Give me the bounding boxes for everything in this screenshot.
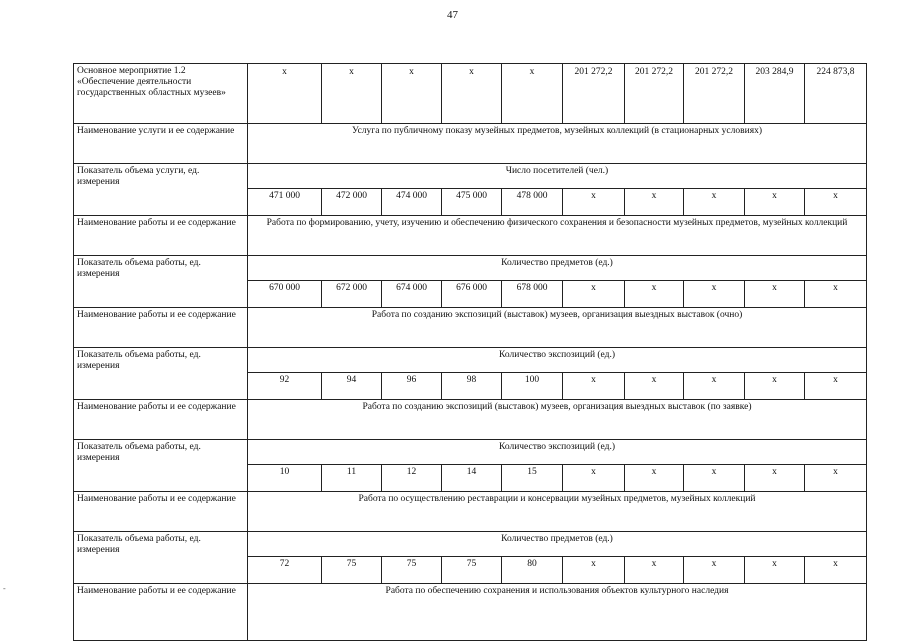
value-cell: х <box>684 281 745 308</box>
value-cell: 472 000 <box>322 189 382 216</box>
value-cell: 11 <box>322 465 382 492</box>
row-label: Показатель объема работы, ед. измерения <box>74 440 248 492</box>
row-label: Наименование услуги и ее содержание <box>74 124 248 164</box>
value-cell: х <box>805 557 867 584</box>
value-cell: х <box>563 465 625 492</box>
row-label: Показатель объема услуги, ед. измерения <box>74 164 248 216</box>
table-row <box>74 400 867 440</box>
value-cell: 92 <box>248 373 322 400</box>
value-cell: 94 <box>322 373 382 400</box>
work-description: Работа по формированию, учету, изучению и обеспечению физического сохранения и безопасности музейных предметов, музейных коллекций <box>248 216 867 256</box>
indicator-unit: Количество предметов (ед.) <box>248 256 867 281</box>
table-row <box>74 308 867 348</box>
value-cell: х <box>805 373 867 400</box>
value-cell: 10 <box>248 465 322 492</box>
value-cell: 203 284,9 <box>745 64 805 124</box>
value-cell: 224 873,8 <box>805 64 867 124</box>
value-cell: 98 <box>442 373 502 400</box>
value-cell: х <box>382 64 442 124</box>
indicator-unit: Количество экспозиций (ед.) <box>248 348 867 373</box>
row-label: Наименование работы и ее содержание <box>74 400 248 440</box>
value-cell: х <box>563 189 625 216</box>
value-cell: 14 <box>442 465 502 492</box>
work-description: Работа по обеспечению сохранения и использования объектов культурного наследия <box>248 584 867 641</box>
value-cell: х <box>563 281 625 308</box>
value-cell: 201 272,2 <box>625 64 684 124</box>
margin-mark: - <box>3 584 6 593</box>
value-cell: 96 <box>382 373 442 400</box>
indicator-unit: Количество предметов (ед.) <box>248 532 867 557</box>
value-cell: 674 000 <box>382 281 442 308</box>
value-cell: х <box>805 465 867 492</box>
indicator-unit: Число посетителей (чел.) <box>248 164 867 189</box>
value-cell: х <box>563 557 625 584</box>
value-cell: х <box>684 557 745 584</box>
value-cell: х <box>625 189 684 216</box>
value-cell: х <box>805 189 867 216</box>
value-cell: х <box>625 557 684 584</box>
table-row <box>74 584 867 641</box>
table-row <box>74 164 867 189</box>
value-cell: 75 <box>322 557 382 584</box>
value-cell: 72 <box>248 557 322 584</box>
value-cell: 471 000 <box>248 189 322 216</box>
value-cell: 678 000 <box>502 281 563 308</box>
value-cell: х <box>625 373 684 400</box>
value-cell: 100 <box>502 373 563 400</box>
row-label: Наименование работы и ее содержание <box>74 216 248 256</box>
work-description: Работа по созданию экспозиций (выставок) музеев, организация выездных выставок (по заявке) <box>248 400 867 440</box>
value-cell: 670 000 <box>248 281 322 308</box>
table-row <box>74 256 867 281</box>
value-cell: х <box>442 64 502 124</box>
table-row <box>74 124 867 164</box>
value-cell: 474 000 <box>382 189 442 216</box>
row-label: Показатель объема работы, ед. измерения <box>74 532 248 584</box>
work-description: Услуга по публичному показу музейных предметов, музейных коллекций (в стационарных условиях) <box>248 124 867 164</box>
table-row <box>74 440 867 465</box>
value-cell: х <box>563 373 625 400</box>
value-cell: 201 272,2 <box>684 64 745 124</box>
value-cell: 12 <box>382 465 442 492</box>
indicator-unit: Количество экспозиций (ед.) <box>248 440 867 465</box>
work-description: Работа по созданию экспозиций (выставок) музеев, организация выездных выставок (очно) <box>248 308 867 348</box>
value-cell: х <box>248 64 322 124</box>
row-label: Показатель объема работы, ед. измерения <box>74 256 248 308</box>
value-cell: х <box>502 64 563 124</box>
row-label: Показатель объема работы, ед. измерения <box>74 348 248 400</box>
value-cell: х <box>684 189 745 216</box>
value-cell: х <box>745 373 805 400</box>
value-cell: х <box>322 64 382 124</box>
row-label: Наименование работы и ее содержание <box>74 308 248 348</box>
table-row <box>74 532 867 557</box>
value-cell: х <box>745 465 805 492</box>
program-table <box>73 63 867 641</box>
table-row <box>74 492 867 532</box>
value-cell: х <box>684 465 745 492</box>
value-cell: х <box>745 557 805 584</box>
value-cell: х <box>805 281 867 308</box>
value-cell: 478 000 <box>502 189 563 216</box>
table-row <box>74 64 867 124</box>
value-cell: х <box>745 281 805 308</box>
value-cell: 75 <box>442 557 502 584</box>
value-cell: 201 272,2 <box>563 64 625 124</box>
value-cell: х <box>625 281 684 308</box>
row-label: Основное мероприятие 1.2 «Обеспечение деятельности государственных областных музеев» <box>74 64 248 124</box>
value-cell: 676 000 <box>442 281 502 308</box>
work-description: Работа по осуществлению реставрации и консервации музейных предметов, музейных коллекций <box>248 492 867 532</box>
table-row <box>74 216 867 256</box>
value-cell: 80 <box>502 557 563 584</box>
value-cell: 75 <box>382 557 442 584</box>
row-label: Наименование работы и ее содержание <box>74 584 248 641</box>
value-cell: 672 000 <box>322 281 382 308</box>
page-number: 47 <box>447 9 458 21</box>
value-cell: х <box>745 189 805 216</box>
value-cell: 475 000 <box>442 189 502 216</box>
value-cell: х <box>684 373 745 400</box>
table-row <box>74 348 867 373</box>
value-cell: х <box>625 465 684 492</box>
row-label: Наименование работы и ее содержание <box>74 492 248 532</box>
value-cell: 15 <box>502 465 563 492</box>
